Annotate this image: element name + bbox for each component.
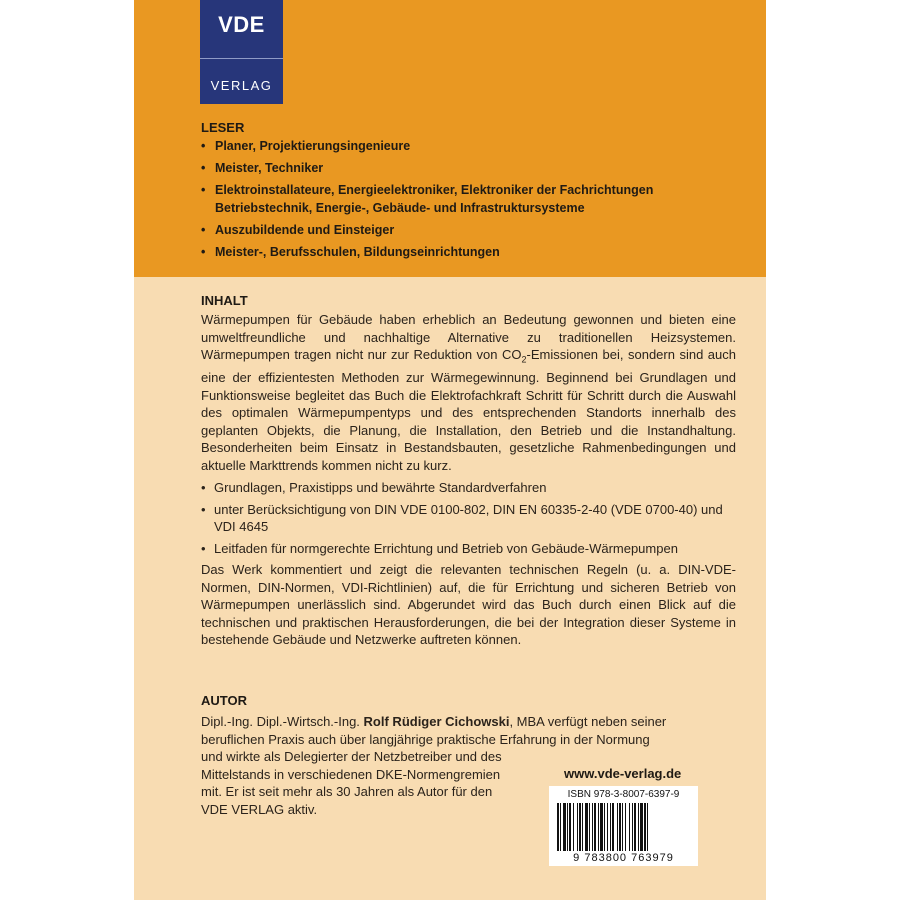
- inhalt-p1-part-b: -Emissionen bei, sondern sind auch eine der effizientesten Methoden zur Wärmegewinnung. Beginnend bei Grundlagen und Funktionsweise begleitet das Buch die Elektrofachkraft Schritt für Schritt durch die Auswahl des optimalen Wärmepumpentyps und des entsprechenden Standorts innerhalb des geplanten Objekts, die Planung, die Installation, den Betrieb und die Instandhaltung. Besonderheiten beim Einsatz in Bestandsbauten, gesetzliche Rahmenbedingungen und aktuelle Markttrends kommen nicht zu kurz.: [201, 347, 736, 473]
- autor-line1-rest: , MBA verfügt neben seiner: [509, 714, 667, 729]
- inhalt-bullet: • unter Berücksichtigung von DIN VDE 0100-802, DIN EN 60335-2-40 (VDE 0700-40) und VDI 4645: [201, 501, 736, 536]
- website-url[interactable]: www.vde-verlag.de: [564, 766, 682, 781]
- isbn-number: ISBN 978-3-8007-6397-9: [567, 789, 680, 800]
- leser-item: • Meister-, Berufsschulen, Bildungseinrichtungen: [201, 243, 741, 261]
- inhalt-paragraph-1: [201, 311, 736, 474]
- inhalt-paragraph-2: Das Werk kommentiert und zeigt die relevanten technischen Regeln (u. a. DIN-VDE-Normen, DIN-Normen, VDI-Richtlinien) auf, die für Errichtung und sicheren Betrieb von Wärmepumpen unerlässlich sind. Abgerundet wird das Buch durch einen Blick auf die technischen und praktischen Herausforderungen, die bei der Integration dieser Systeme in bestehende Gebäude und Netzwerke auftreten können.: [201, 562, 736, 648]
- autor-line-1: [201, 713, 667, 731]
- leser-item: • Auszubildende und Einsteiger: [201, 221, 741, 239]
- co2-subscript: 2: [521, 354, 527, 365]
- leser-list: [201, 137, 741, 265]
- leser-heading: LESER: [201, 120, 245, 135]
- autor-line: VDE VERLAG aktiv.: [201, 801, 318, 817]
- isbn-barcode-box: [549, 786, 698, 866]
- leser-item: • Elektroinstallateure, Energieelektroniker, Elektroniker der Fachrichtungen Betriebstechnik, Energie-, Gebäude- und Infrastruktursysteme: [201, 181, 741, 217]
- autor-name: Rolf Rüdiger Cichowski: [363, 714, 510, 729]
- inhalt-bullet: • Leitfaden für normgerechte Errichtung und Betrieb von Gebäude-Wärmepumpen: [201, 540, 736, 558]
- inhalt-section: [201, 311, 736, 649]
- vde-verlag-logo: [200, 0, 283, 104]
- ean-digits: 9 783800 763979: [573, 852, 674, 864]
- autor-line: beruflichen Praxis auch über langjährige praktische Erfahrung in der Normung: [201, 731, 650, 747]
- logo-brand: VDE: [218, 12, 265, 37]
- inhalt-p1-part-a: Wärmepumpen für Gebäude haben erheblich an Bedeutung gewonnen und bieten eine umweltfreundliche und nachhaltige Alternative zu traditionellen Heizsystemen. Wärmepumpen tragen nicht nur zur Reduktion von CO: [201, 312, 736, 362]
- autor-line: mit. Er ist seit mehr als 30 Jahren als Autor für den: [201, 784, 493, 799]
- book-back-cover: [134, 0, 766, 900]
- logo-divider: [200, 58, 283, 59]
- autor-line: und wirkte als Delegierter der Netzbetreiber und des: [201, 749, 502, 764]
- inhalt-heading: INHALT: [201, 293, 248, 308]
- leser-item: • Planer, Projektierungsingenieure: [201, 137, 741, 155]
- leser-item: • Meister, Techniker: [201, 159, 741, 177]
- inhalt-bullet: • Grundlagen, Praxistipps und bewährte Standardverfahren: [201, 479, 736, 497]
- orange-header-band: [134, 0, 766, 277]
- autor-prefix: Dipl.-Ing. Dipl.-Wirtsch.-Ing.: [201, 714, 364, 729]
- autor-heading: AUTOR: [201, 693, 247, 708]
- inhalt-bullet-list: [201, 479, 736, 557]
- autor-line: Mittelstands in verschiedenen DKE-Normengremien: [201, 766, 501, 782]
- logo-subtitle: VERLAG: [210, 78, 273, 93]
- barcode-graphic: [557, 803, 690, 851]
